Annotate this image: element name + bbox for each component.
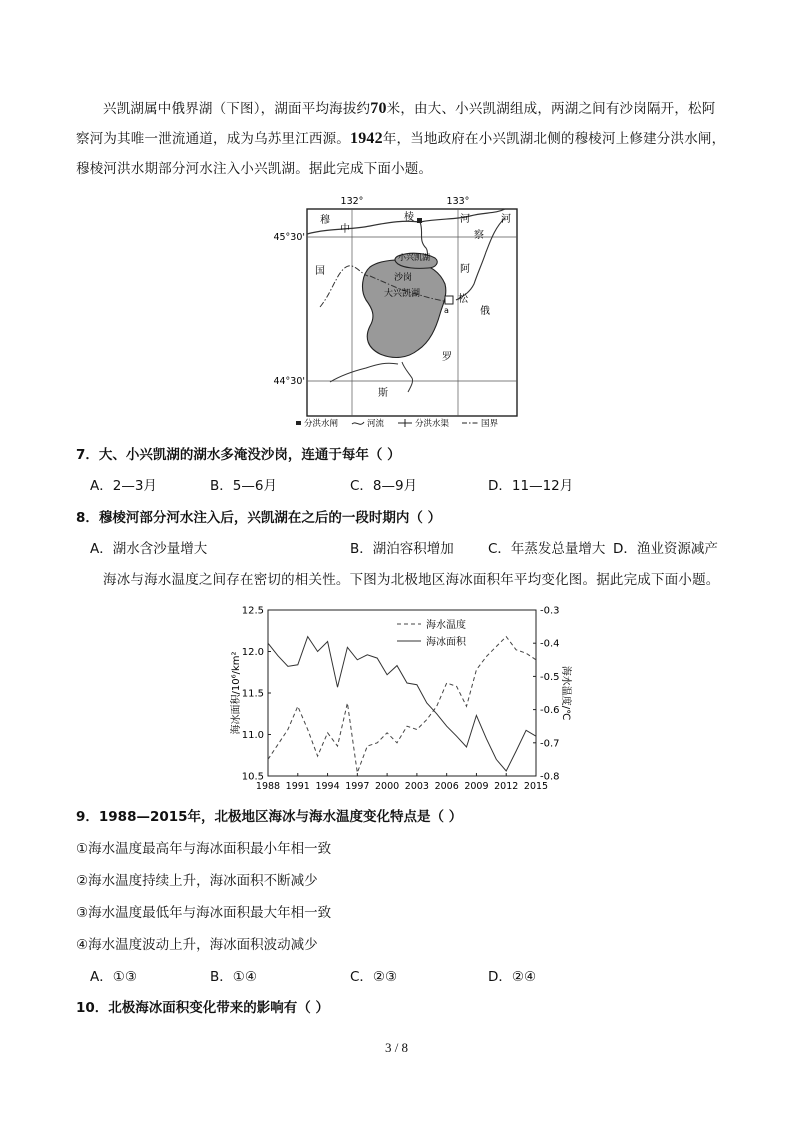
flood-gate-marker <box>417 218 422 223</box>
south-coast <box>330 363 398 382</box>
x-tick-label: 2006 <box>434 781 459 792</box>
x-tick-label: 1997 <box>345 781 370 792</box>
intro-text-c: 年，当地政府在小兴凯湖北侧的穆棱河上修建分洪水闸，穆棱河洪水期部分河水注入小兴凯湖。据此完成下面小题。 <box>76 131 726 177</box>
lon-133-label: 133° <box>446 196 470 207</box>
q7-option-d[interactable]: D．11—12月 <box>488 478 574 494</box>
label-cha: 察 <box>474 230 484 241</box>
lon-132-label: 132° <box>340 196 364 207</box>
y-tick-label: 12.5 <box>241 605 264 617</box>
plot-frame <box>268 610 536 776</box>
legend-gate-label: 分洪水闸 <box>304 419 339 429</box>
xingkai-lake-map <box>273 192 530 432</box>
y-tick-label: 10.5 <box>241 771 264 783</box>
arctic-sea-ice-chart <box>225 600 580 800</box>
legend-temp-label: 海水温度 <box>426 620 466 631</box>
y-tick-label: 12.0 <box>241 647 264 658</box>
label-zhong: 中 <box>340 224 350 235</box>
y2-tick-label: -0.8 <box>540 771 560 783</box>
q7-option-b[interactable]: B．5—6月 <box>210 478 277 494</box>
label-luo: 罗 <box>442 352 452 363</box>
y2-tick-label: -0.3 <box>540 605 560 617</box>
q9-option-d[interactable]: D．②④ <box>488 969 537 985</box>
y2-tick-label: -0.7 <box>540 738 560 750</box>
label-he1: 河 <box>460 214 470 225</box>
intro-text-b: 米，由大、小兴凯湖组成，两湖之间有沙岗隔开，松阿察河为其唯一泄流通道，成为乌苏里江西源。 <box>76 101 716 147</box>
sea-temperature-line <box>268 637 536 773</box>
label-sand: 沙岗 <box>394 273 413 283</box>
label-point-a: a <box>444 306 449 315</box>
q8-option-b[interactable]: B．湖泊容积增加 <box>350 541 454 557</box>
x-tick-label: 2000 <box>375 781 400 792</box>
x-tick-label: 1988 <box>255 781 281 792</box>
legend-river-label: 河流 <box>367 419 385 429</box>
x-tick-label: 2012 <box>494 781 519 792</box>
canal-point-a <box>445 296 453 304</box>
sea-ice-area-line <box>268 637 536 771</box>
legend-ice-label: 海冰面积 <box>426 637 466 648</box>
label-mu: 穆 <box>320 215 330 226</box>
y2-tick-label: -0.4 <box>540 638 560 650</box>
intro-paragraph-2: 海冰与海水温度之间存在密切的相关性。下图为北极地区海冰面积年平均变化图。据此完成下面小题。 <box>103 572 720 588</box>
q8-option-a[interactable]: A．湖水含沙量增大 <box>90 541 208 557</box>
y2-tick-label: -0.5 <box>540 671 560 683</box>
q9-option-b[interactable]: B．①④ <box>210 969 257 985</box>
question-10-stem: 10．北极海冰面积变化带来的影响有（ ） <box>76 1000 329 1016</box>
q9-statement-3: ③海水温度最低年与海冰面积最大年相一致 <box>76 905 332 921</box>
label-he2: 河 <box>501 214 511 225</box>
q9-option-c[interactable]: C．②③ <box>350 969 398 985</box>
south-river <box>402 362 413 392</box>
x-tick-label: 1994 <box>315 781 340 792</box>
x-tick-label: 2003 <box>404 781 429 792</box>
y-right-label: 海水温度/℃ <box>560 665 571 721</box>
label-ling: 棱 <box>404 212 414 223</box>
label-guo: 国 <box>315 266 325 277</box>
legend-canal-label: 分洪水渠 <box>415 419 450 429</box>
q9-option-a[interactable]: A．①③ <box>90 969 137 985</box>
legend-border-label: 国界 <box>481 419 499 429</box>
y-tick-label: 11.5 <box>241 688 264 700</box>
label-small-lake: 小兴凯湖 <box>398 253 430 262</box>
page-number: 3 / 8 <box>384 1040 409 1055</box>
q9-statement-2: ②海水温度持续上升，海冰面积不断减少 <box>76 873 318 889</box>
x-tick-label: 1991 <box>285 781 310 792</box>
x-tick-label: 2015 <box>523 781 549 792</box>
intro-paragraph-1 <box>76 94 726 184</box>
x-tick-label: 2009 <box>464 781 489 792</box>
question-7-stem: 7．大、小兴凯湖的湖水多淹没沙岗，连通于每年（ ） <box>76 447 401 463</box>
q8-option-d[interactable]: D．渔业资源减产 <box>613 541 718 557</box>
lat-4430-label: 44°30' <box>273 376 305 387</box>
label-si: 斯 <box>378 388 388 399</box>
legend-river-symbol <box>352 422 364 424</box>
label-a: 阿 <box>460 264 470 275</box>
label-big-lake: 大兴凯湖 <box>384 289 421 299</box>
q9-statement-4: ④海水温度波动上升，海冰面积波动减少 <box>76 937 318 953</box>
altitude-number: 70 <box>370 100 387 117</box>
border-line-west <box>320 266 368 307</box>
q9-statement-1: ①海水温度最高年与海冰面积最小年相一致 <box>76 841 332 857</box>
question-8-stem: 8．穆棱河部分河水注入后，兴凯湖在之后的一段时期内（ ） <box>76 510 442 526</box>
year-number: 1942 <box>350 130 383 147</box>
label-e: 俄 <box>480 306 490 317</box>
lat-4530-label: 45°30' <box>273 232 305 243</box>
q7-option-c[interactable]: C．8—9月 <box>350 478 418 494</box>
y-tick-label: 11.0 <box>241 730 264 741</box>
q8-option-c[interactable]: C．年蒸发总量增大 <box>488 541 606 557</box>
y-left-label: 海冰面积/10⁶/km² <box>231 651 242 735</box>
label-song: 松 <box>458 294 468 305</box>
question-9-stem: 9．1988—2015年，北极地区海冰与海水温度变化特点是（ ） <box>76 809 463 825</box>
q7-option-a[interactable]: A．2—3月 <box>90 478 157 494</box>
intro-text-a: 兴凯湖属中俄界湖（下图），湖面平均海拔约 <box>103 101 371 117</box>
y2-tick-label: -0.6 <box>540 705 560 717</box>
legend-gate-symbol <box>296 421 301 425</box>
